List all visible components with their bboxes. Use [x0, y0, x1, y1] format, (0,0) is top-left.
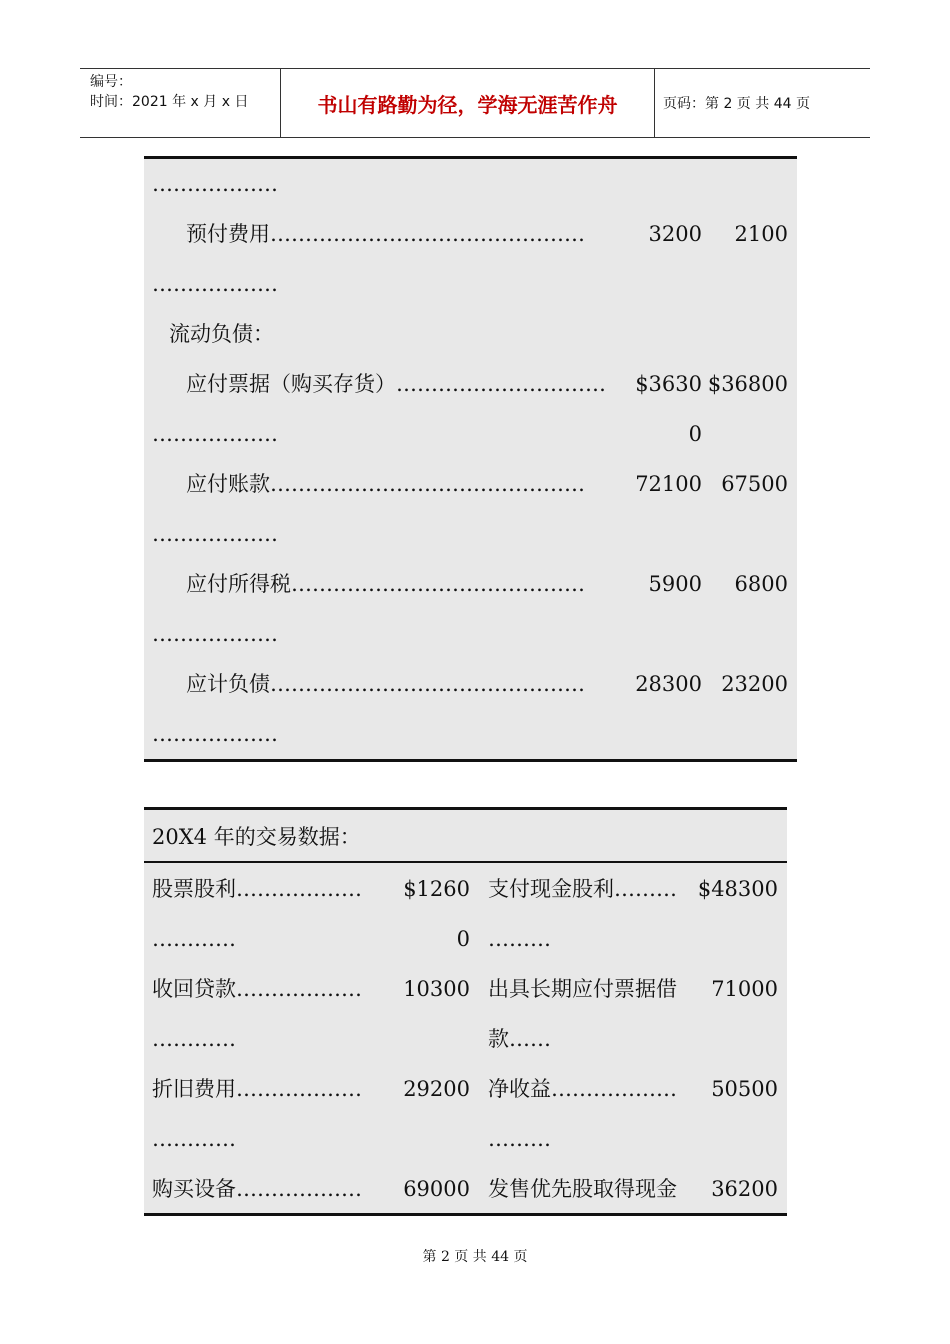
number-label: 编号： — [90, 74, 132, 90]
transaction-value-left: 69000 — [403, 1177, 470, 1201]
balance-value-current: 0 — [688, 422, 702, 446]
time-label: 时间：2021 年 x 月 x 日 — [90, 94, 249, 110]
transaction-label-left: ………… — [152, 1027, 236, 1051]
transaction-label-right: 发售优先股取得现金 — [488, 1177, 677, 1201]
transaction-label-right: 款…… — [488, 1027, 551, 1051]
balance-value-current: 3200 — [648, 222, 702, 246]
header-meta — [80, 69, 280, 137]
balance-value-current: 5900 — [648, 572, 702, 596]
balance-row-label: 应计负债……………………………………… — [186, 672, 585, 696]
transaction-label-left: 折旧费用……………… — [152, 1077, 362, 1101]
transaction-value-right: $48300 — [697, 877, 778, 901]
page-info: 页码：第 2 页 共 44 页 — [663, 96, 810, 112]
balance-row-label: ……………… — [152, 272, 278, 296]
motto: 书山有路勤为径，学海无涯苦作舟 — [280, 69, 655, 137]
balance-sheet-table — [144, 156, 797, 762]
balance-value-prior: 67500 — [721, 472, 788, 496]
transaction-value-right: 71000 — [711, 977, 778, 1001]
balance-row-label: ……………… — [152, 522, 278, 546]
transaction-label-right: 出具长期应付票据借 — [488, 977, 677, 1001]
transaction-label-left: 购买设备……………… — [152, 1177, 362, 1201]
transaction-value-left: 10300 — [403, 977, 470, 1001]
transaction-label-left: 股票股利……………… — [152, 877, 362, 901]
balance-row-label: ……………… — [152, 172, 278, 196]
balance-row-label: 流动负债： — [169, 322, 274, 346]
transaction-label-left: 收回贷款……………… — [152, 977, 362, 1001]
transaction-label-right: 净收益……………… — [488, 1077, 677, 1101]
transaction-value-left: 0 — [456, 927, 470, 951]
balance-value-prior: 2100 — [734, 222, 788, 246]
balance-row-label: 应付账款……………………………………… — [186, 472, 585, 496]
balance-row-label: 应付所得税…………………………………… — [186, 572, 585, 596]
balance-row-label: 预付费用……………………………………… — [186, 222, 585, 246]
title-divider — [144, 861, 787, 863]
transaction-label-right: 支付现金股利……… — [488, 877, 677, 901]
balance-value-current: 28300 — [635, 672, 702, 696]
balance-value-prior: 6800 — [734, 572, 788, 596]
transaction-label-right: ……… — [488, 927, 551, 951]
page-header — [80, 68, 870, 138]
transactions-table — [144, 807, 787, 1216]
balance-value-prior: 23200 — [721, 672, 788, 696]
page-footer: 第 2 页 共 44 页 — [422, 1249, 528, 1265]
transaction-value-left: 29200 — [403, 1077, 470, 1101]
balance-value-current: 72100 — [635, 472, 702, 496]
transaction-label-left: ………… — [152, 1127, 236, 1151]
balance-row-label: ……………… — [152, 422, 278, 446]
transactions-title: 20X4 年的交易数据： — [152, 825, 361, 849]
balance-row-label: ……………… — [152, 622, 278, 646]
transaction-value-right: 36200 — [711, 1177, 778, 1201]
balance-row-label: 应付票据（购买存货）………………………… — [186, 372, 606, 396]
transaction-label-left: ………… — [152, 927, 236, 951]
transaction-value-right: 50500 — [711, 1077, 778, 1101]
balance-row-label: ……………… — [152, 722, 278, 746]
transaction-value-left: $1260 — [403, 877, 470, 901]
balance-value-current: $3630 — [635, 372, 702, 396]
balance-value-prior: $36800 — [707, 372, 788, 396]
transaction-label-right: ……… — [488, 1127, 551, 1151]
